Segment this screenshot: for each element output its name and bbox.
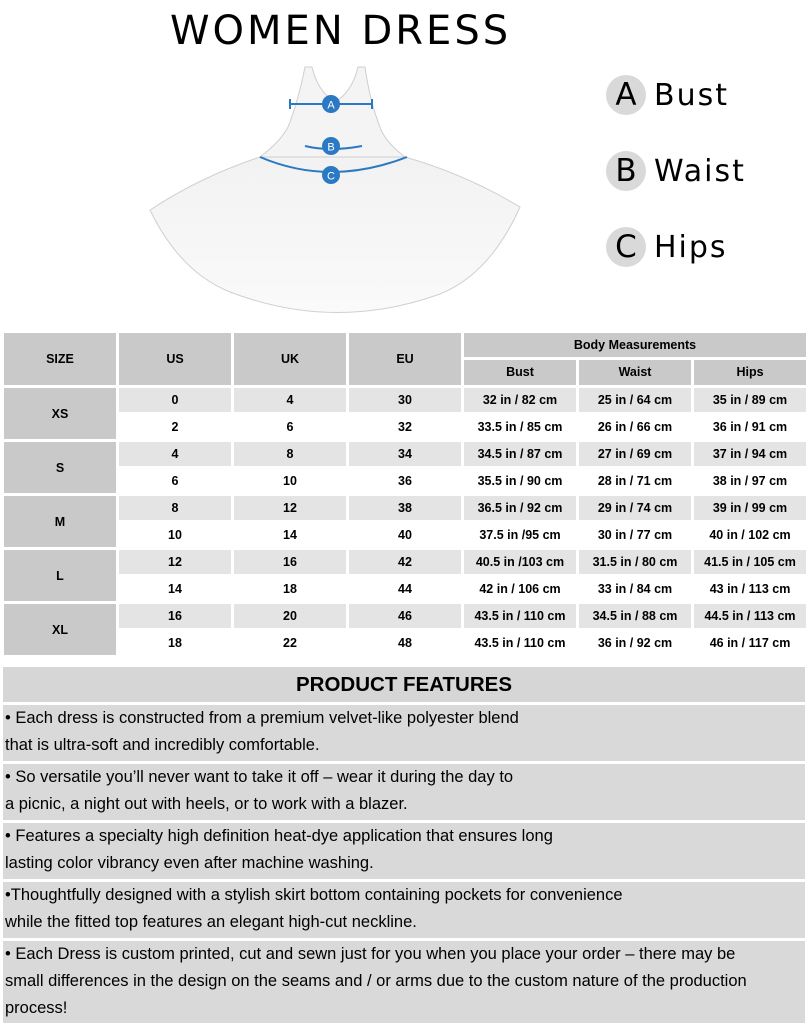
bust-cell: 43.5 in / 110 cm <box>464 631 576 655</box>
waist-cell: 31.5 in / 80 cm <box>579 550 691 574</box>
size-chart-table <box>1 330 807 658</box>
bust-cell: 36.5 in / 92 cm <box>464 496 576 520</box>
page-title: WOMEN DRESS <box>170 8 512 54</box>
feature-line: • Each Dress is custom printed, cut and sewn just for you when you place your order – there may be <box>5 945 736 963</box>
waist-cell: 36 in / 92 cm <box>579 631 691 655</box>
size-cell: XS <box>4 388 116 439</box>
us-cell: 2 <box>119 415 231 439</box>
waist-cell: 30 in / 77 cm <box>579 523 691 547</box>
waist-cell: 28 in / 71 cm <box>579 469 691 493</box>
eu-cell: 38 <box>349 496 461 520</box>
waist-cell: 33 in / 84 cm <box>579 577 691 601</box>
eu-cell: 30 <box>349 388 461 412</box>
uk-cell: 20 <box>234 604 346 628</box>
feature-line: • Each dress is constructed from a premium velvet-like polyester blend <box>5 709 519 727</box>
legend-badge-b: B <box>606 151 646 191</box>
table-row <box>4 415 806 439</box>
eu-cell: 46 <box>349 604 461 628</box>
bust-cell: 43.5 in / 110 cm <box>464 604 576 628</box>
header-hips: Hips <box>694 360 806 385</box>
table-row <box>4 523 806 547</box>
marker-c: C <box>327 170 335 183</box>
header-eu: EU <box>349 333 461 385</box>
us-cell: 12 <box>119 550 231 574</box>
feature-item <box>3 882 805 938</box>
feature-item <box>3 941 805 1023</box>
bust-cell: 42 in / 106 cm <box>464 577 576 601</box>
table-row <box>4 496 806 520</box>
size-cell: XL <box>4 604 116 655</box>
header-bust: Bust <box>464 360 576 385</box>
waist-cell: 34.5 in / 88 cm <box>579 604 691 628</box>
legend-badge-c: C <box>606 227 646 267</box>
feature-line: a picnic, a night out with heels, or to work with a blazer. <box>5 795 408 813</box>
hips-cell: 39 in / 99 cm <box>694 496 806 520</box>
hips-cell: 38 in / 97 cm <box>694 469 806 493</box>
bust-cell: 37.5 in /95 cm <box>464 523 576 547</box>
feature-line: while the fitted top features an elegant high-cut neckline. <box>5 913 417 931</box>
product-features-heading: PRODUCT FEATURES <box>3 667 805 702</box>
hips-cell: 40 in / 102 cm <box>694 523 806 547</box>
feature-line: • So versatile you’ll never want to take it off – wear it during the day to <box>5 768 514 786</box>
waist-cell: 29 in / 74 cm <box>579 496 691 520</box>
feature-line: process! <box>5 999 68 1017</box>
table-row <box>4 604 806 628</box>
eu-cell: 36 <box>349 469 461 493</box>
legend-hips <box>606 226 728 268</box>
uk-cell: 16 <box>234 550 346 574</box>
hips-cell: 36 in / 91 cm <box>694 415 806 439</box>
us-cell: 16 <box>119 604 231 628</box>
header-size: SIZE <box>4 333 116 385</box>
legend-label-waist: Waist <box>654 153 746 189</box>
legend-bust <box>606 74 729 116</box>
hips-cell: 37 in / 94 cm <box>694 442 806 466</box>
us-cell: 14 <box>119 577 231 601</box>
legend-label-hips: Hips <box>654 229 728 265</box>
bust-cell: 40.5 in /103 cm <box>464 550 576 574</box>
dress-illustration <box>140 62 530 324</box>
hips-cell: 41.5 in / 105 cm <box>694 550 806 574</box>
uk-cell: 12 <box>234 496 346 520</box>
uk-cell: 10 <box>234 469 346 493</box>
legend-label-bust: Bust <box>654 77 729 113</box>
us-cell: 10 <box>119 523 231 547</box>
us-cell: 18 <box>119 631 231 655</box>
feature-line: •Thoughtfully designed with a stylish skirt bottom containing pockets for convenience <box>5 886 623 904</box>
bust-cell: 35.5 in / 90 cm <box>464 469 576 493</box>
eu-cell: 42 <box>349 550 461 574</box>
eu-cell: 34 <box>349 442 461 466</box>
table-row <box>4 631 806 655</box>
feature-item <box>3 705 805 761</box>
hips-cell: 43 in / 113 cm <box>694 577 806 601</box>
eu-cell: 48 <box>349 631 461 655</box>
table-row <box>4 550 806 574</box>
size-cell: M <box>4 496 116 547</box>
legend-waist <box>606 150 746 192</box>
us-cell: 4 <box>119 442 231 466</box>
table-row <box>4 388 806 412</box>
table-row <box>4 577 806 601</box>
feature-item <box>3 764 805 820</box>
feature-line: • Features a specialty high definition heat-dye application that ensures long <box>5 827 553 845</box>
us-cell: 0 <box>119 388 231 412</box>
table-row <box>4 442 806 466</box>
feature-line: small differences in the design on the seams and / or arms due to the custom nature of the production <box>5 972 747 990</box>
eu-cell: 40 <box>349 523 461 547</box>
feature-item <box>3 823 805 879</box>
feature-line: that is ultra-soft and incredibly comfortable. <box>5 736 320 754</box>
marker-a: A <box>327 99 335 112</box>
size-cell: S <box>4 442 116 493</box>
eu-cell: 32 <box>349 415 461 439</box>
header-uk: UK <box>234 333 346 385</box>
waist-cell: 26 in / 66 cm <box>579 415 691 439</box>
us-cell: 6 <box>119 469 231 493</box>
bust-cell: 33.5 in / 85 cm <box>464 415 576 439</box>
waist-cell: 27 in / 69 cm <box>579 442 691 466</box>
marker-b: B <box>327 141 335 154</box>
hips-cell: 44.5 in / 113 cm <box>694 604 806 628</box>
uk-cell: 22 <box>234 631 346 655</box>
table-row <box>4 469 806 493</box>
us-cell: 8 <box>119 496 231 520</box>
size-cell: L <box>4 550 116 601</box>
hips-cell: 46 in / 117 cm <box>694 631 806 655</box>
uk-cell: 4 <box>234 388 346 412</box>
hips-cell: 35 in / 89 cm <box>694 388 806 412</box>
bust-cell: 34.5 in / 87 cm <box>464 442 576 466</box>
header-us: US <box>119 333 231 385</box>
eu-cell: 44 <box>349 577 461 601</box>
waist-cell: 25 in / 64 cm <box>579 388 691 412</box>
bust-cell: 32 in / 82 cm <box>464 388 576 412</box>
uk-cell: 8 <box>234 442 346 466</box>
header-body-measurements: Body Measurements <box>464 333 806 357</box>
header-waist: Waist <box>579 360 691 385</box>
feature-line: lasting color vibrancy even after machine washing. <box>5 854 374 872</box>
uk-cell: 14 <box>234 523 346 547</box>
uk-cell: 18 <box>234 577 346 601</box>
uk-cell: 6 <box>234 415 346 439</box>
legend-badge-a: A <box>606 75 646 115</box>
